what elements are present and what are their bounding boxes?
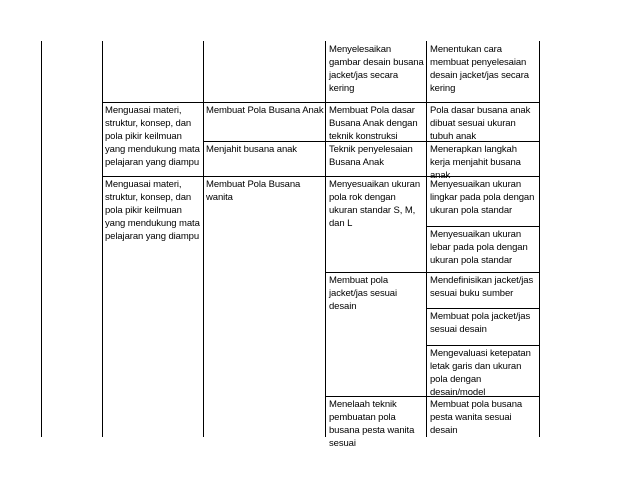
table-border [426, 226, 540, 227]
table-cell: Membuat Pola Busana wanita [206, 179, 301, 203]
table-border [41, 41, 42, 437]
table-border [325, 41, 326, 437]
table-border [426, 41, 427, 437]
table-cell: Menguasai materi, struktur, konsep, dan pola pikir keilmuan yang mendukung mata pelajaran yang diampu [105, 105, 200, 168]
table-border [539, 41, 540, 437]
table-cell: Menjahit busana anak [206, 144, 297, 155]
table-cell: Menguasai materi, struktur, konsep, dan pola pikir keilmuan yang mendukung mata pelajaran yang diampu [105, 179, 200, 242]
table-cell: Mendefinisikan jacket/jas sesuai buku sumber [430, 275, 534, 299]
table-cell: Menentukan cara membuat penyelesaian desain jacket/jas secara kering [430, 44, 529, 94]
table-cell: Membuat Pola Busana Anak [206, 105, 324, 116]
table-border [102, 102, 540, 103]
table-cell: Membuat pola jacket/jas sesuai desain [329, 275, 398, 312]
table-cell: Menerapkan langkah kerja menjahit busana anak [430, 144, 521, 181]
table-cell: Menyesuaikan ukuran lingkar pada pola dengan ukuran pola standar [430, 179, 535, 216]
table-border [426, 308, 540, 309]
table-border [102, 41, 103, 437]
table-border [426, 345, 540, 346]
table-cell: Menyesuaikan ukuran lebar pada pola dengan ukuran pola standar [430, 229, 528, 266]
table-cell: Membuat pola jacket/jas sesuai desain [430, 311, 531, 335]
table-cell: Menelaah teknik pembuatan pola busana pesta wanita sesuai [329, 399, 415, 449]
table-cell: Membuat Pola dasar Busana Anak dengan teknik konstruksi [329, 105, 418, 142]
table-cell: Teknik penyelesaian Busana Anak [329, 144, 413, 168]
table-cell: Menyelesaikan gambar desain busana jacket/jas secara kering [329, 44, 424, 94]
table-border [203, 41, 204, 437]
table-cell: Membuat pola busana pesta wanita sesuai desain [430, 399, 523, 436]
table-border [325, 272, 540, 273]
table-cell: Mengevaluasi ketepatan letak garis dan ukuran pola dengan desain/model [430, 348, 531, 398]
table-border [102, 176, 540, 177]
table-cell: Menyesuaikan ukuran pola rok dengan ukuran standar S, M, dan L [329, 179, 421, 229]
table-cell: Pola dasar busana anak dibuat sesuai ukuran tubuh anak [430, 105, 531, 142]
